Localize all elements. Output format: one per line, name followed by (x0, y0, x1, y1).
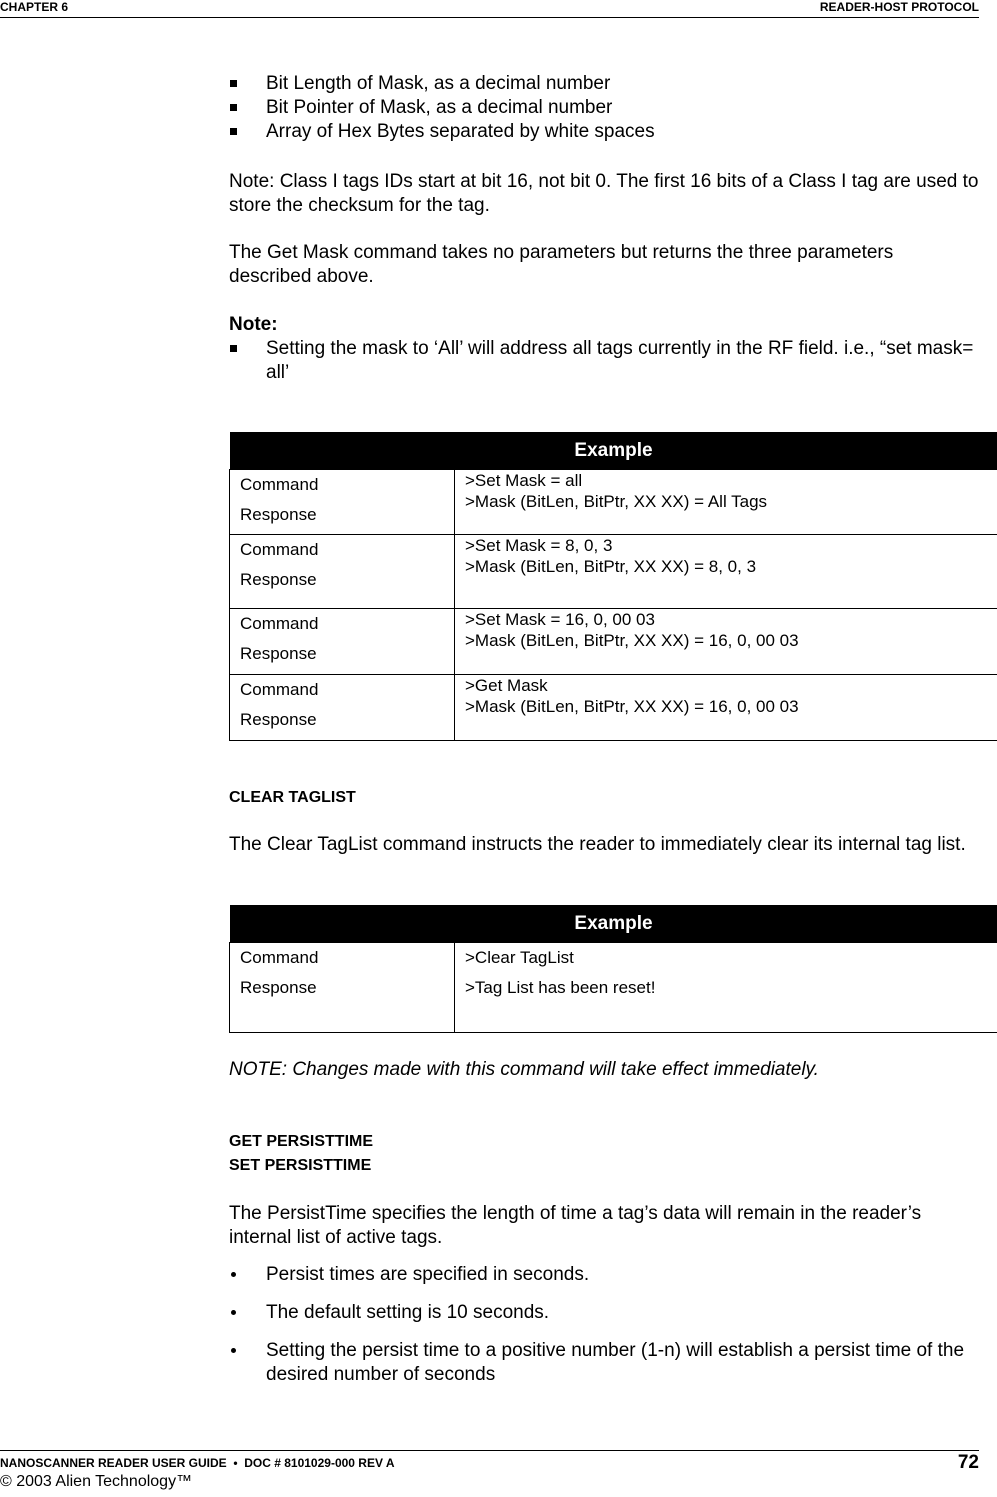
square-bullet-icon (230, 104, 237, 111)
mask-parameter-list (229, 72, 979, 144)
table-row: Command Response >Set Mask = all >Mask (BitLen, BitPtr, XX XX) = All Tags (230, 470, 997, 535)
note-heading: Note: (229, 314, 278, 335)
set-persisttime-heading: SET PERSISTTIME (229, 1157, 372, 1174)
changes-note: NOTE: Changes made with this command will take effect immediately. (229, 1059, 819, 1080)
footer-document-id: NANOSCANNER READER USER GUIDE • DOC # 8101029-000 REV A (0, 1456, 395, 1470)
list-item: Setting the mask to ‘All’ will address all tags currently in the RF field. i.e., “set mask= all’ (229, 337, 979, 385)
footer-divider (0, 1450, 979, 1451)
square-bullet-icon (230, 128, 237, 135)
page-number: 72 (957, 1452, 979, 1473)
round-bullet-icon (231, 1310, 236, 1315)
list-item: Setting the persist time to a positive number (1-n) will establish a persist time of the desired number of seconds (229, 1339, 979, 1387)
square-bullet-icon (230, 345, 237, 352)
list-item: Persist times are specified in seconds. (229, 1263, 979, 1287)
example-table-clear (229, 905, 997, 1033)
note-list (229, 337, 979, 385)
header-chapter: CHAPTER 6 (0, 0, 69, 14)
persisttime-list (229, 1263, 979, 1387)
table-row: Command Response >Clear TagList >Tag List has been reset! (230, 943, 997, 1033)
header-section: READER-HOST PROTOCOL (819, 0, 979, 14)
list-item: The default setting is 10 seconds. (229, 1301, 979, 1325)
list-item: Bit Pointer of Mask, as a decimal number (229, 96, 979, 120)
table-title: Example (230, 432, 997, 470)
footer-copyright: © 2003 Alien Technology™ (0, 1473, 193, 1490)
table-row: Command Response >Set Mask = 8, 0, 3 >Mask (BitLen, BitPtr, XX XX) = 8, 0, 3 (230, 535, 997, 609)
get-persisttime-heading: GET PERSISTTIME (229, 1133, 374, 1150)
list-item: Bit Length of Mask, as a decimal number (229, 72, 979, 96)
header-divider (0, 17, 979, 18)
table-row: Command Response >Set Mask = 16, 0, 00 03 >Mask (BitLen, BitPtr, XX XX) = 16, 0, 00 03 (230, 609, 997, 675)
clear-taglist-heading: CLEAR TAGLIST (229, 789, 356, 806)
table-title: Example (230, 905, 997, 943)
round-bullet-icon (231, 1272, 236, 1277)
class-i-note: Note: Class I tags IDs start at bit 16, not bit 0. The first 16 bits of a Class I tag are used to store the checksum for the tag. (229, 171, 979, 216)
example-table-mask (229, 432, 997, 741)
square-bullet-icon (230, 80, 237, 87)
clear-taglist-description: The Clear TagList command instructs the reader to immediately clear its internal tag list. (229, 834, 966, 855)
table-row: Command Response >Get Mask >Mask (BitLen, BitPtr, XX XX) = 16, 0, 00 03 (230, 675, 997, 741)
get-mask-description: The Get Mask command takes no parameters but returns the three parameters described above. (229, 242, 894, 287)
list-item: Array of Hex Bytes separated by white spaces (229, 120, 979, 144)
round-bullet-icon (231, 1348, 236, 1353)
persisttime-description: The PersistTime specifies the length of time a tag’s data will remain in the reader’s internal list of active tags. (229, 1203, 922, 1248)
